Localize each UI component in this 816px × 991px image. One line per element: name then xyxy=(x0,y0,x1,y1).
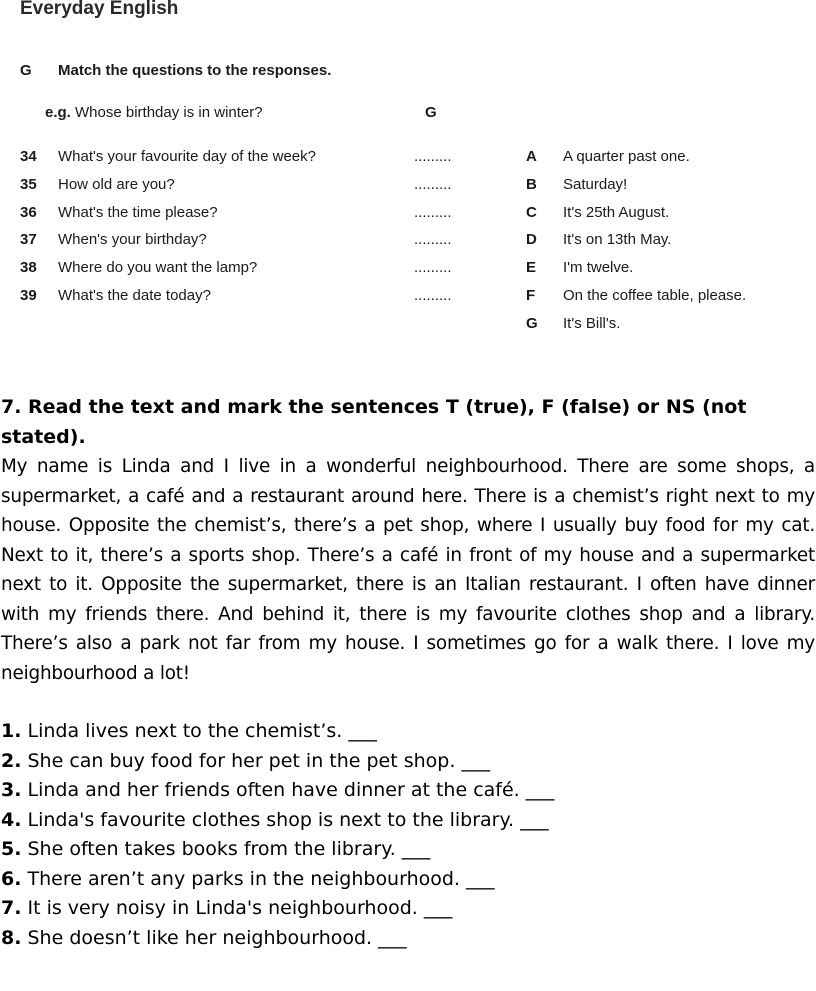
statement-item xyxy=(1,806,815,836)
statement-number: 8. xyxy=(1,926,22,949)
response-row xyxy=(0,287,816,311)
statement-text: She often takes books from the library. ___ xyxy=(27,838,431,860)
statement-text: It is very noisy in Linda's neighbourhood. ___ xyxy=(27,897,453,919)
question-number: 38 xyxy=(20,259,37,276)
statement-text: Linda lives next to the chemist’s. ___ xyxy=(27,720,377,742)
response-row xyxy=(0,204,816,228)
response-text: On the coffee table, please. xyxy=(563,287,747,304)
response-letter: F xyxy=(526,287,536,304)
statement-item xyxy=(1,924,815,954)
response-text: It's Bill's. xyxy=(563,315,621,332)
statement-list xyxy=(1,717,815,953)
question-number: 35 xyxy=(20,176,37,193)
response-row xyxy=(0,231,816,255)
answer-blank[interactable]: ......... xyxy=(414,259,452,276)
response-row xyxy=(0,148,816,172)
statement-item xyxy=(1,776,815,806)
response-row xyxy=(0,176,816,200)
question-number: 36 xyxy=(20,204,37,221)
page-title: Everyday English xyxy=(20,0,179,19)
question-number: 37 xyxy=(20,231,37,248)
question-text: When's your birthday? xyxy=(58,231,207,248)
question-text: What's the time please? xyxy=(58,204,218,221)
section-g-letter: G xyxy=(20,62,32,79)
response-row xyxy=(0,315,816,339)
question-text: What's your favourite day of the week? xyxy=(58,148,316,165)
reading-section xyxy=(1,393,815,953)
statement-number: 3. xyxy=(1,779,22,801)
question-text: How old are you? xyxy=(58,176,175,193)
response-text: It's on 13th May. xyxy=(563,231,672,248)
response-text: Saturday! xyxy=(563,176,628,193)
statement-text: She can buy food for her pet in the pet shop. ___ xyxy=(27,749,490,772)
section-g-instruction: Match the questions to the responses. xyxy=(58,62,332,79)
example-line xyxy=(45,104,263,121)
statement-text: She doesn’t like her neighbourhood. ___ xyxy=(27,926,407,949)
response-letter: B xyxy=(526,176,537,193)
response-row xyxy=(0,259,816,283)
response-letter: G xyxy=(526,315,538,332)
reading-passage: My name is Linda and I live in a wonderful neighbourhood. There are some shops, a supermarket, a café and a restaurant around here. There is a chemist’s right next to my house. Opposite the chemist’s, there’s a pet shop, where I usually buy food for my cat. Next to it, there’s a sports shop. There’s a café in front of my house and a supermarket next to it. Opposite the supermarket, there is an Italian restaurant. I often have dinner with my friends there. And behind it, there is my favourite clothes shop and a library. There’s also a park not far from my house. I sometimes go for a walk there. I love my neighbourhood a lot! xyxy=(1,456,815,684)
answer-blank[interactable]: ......... xyxy=(414,231,452,248)
response-text: It's 25th August. xyxy=(563,204,670,221)
statement-number: 1. xyxy=(1,720,22,742)
statement-text: Linda's favourite clothes shop is next to the library. ___ xyxy=(27,808,549,831)
example-answer: G xyxy=(425,104,437,121)
statement-number: 5. xyxy=(1,838,22,860)
statement-item xyxy=(1,835,815,865)
statement-number: 2. xyxy=(1,749,22,772)
answer-blank[interactable]: ......... xyxy=(414,287,452,304)
statement-text: There aren’t any parks in the neighbourhood. ___ xyxy=(27,867,495,890)
statement-number: 6. xyxy=(1,867,22,890)
question-number: 34 xyxy=(20,148,37,165)
statement-number: 7. xyxy=(1,897,22,919)
response-letter: D xyxy=(526,231,537,248)
statement-item xyxy=(1,747,815,777)
question-text: Where do you want the lamp? xyxy=(58,259,258,276)
reading-heading: 7. Read the text and mark the sentences T (true), F (false) or NS (not stated). xyxy=(1,396,747,448)
response-letter: E xyxy=(526,259,537,276)
example-question: Whose birthday is in winter? xyxy=(75,104,263,121)
question-number: 39 xyxy=(20,287,37,304)
response-letter: C xyxy=(526,204,537,221)
statement-item xyxy=(1,894,815,924)
statement-text: Linda and her friends often have dinner at the café. ___ xyxy=(27,779,555,801)
statement-item xyxy=(1,717,815,747)
statement-number: 4. xyxy=(1,808,22,831)
answer-blank[interactable]: ......... xyxy=(414,204,452,221)
answer-blank[interactable]: ......... xyxy=(414,176,452,193)
response-letter: A xyxy=(526,148,537,165)
response-text: A quarter past one. xyxy=(563,148,690,165)
answer-blank[interactable]: ......... xyxy=(414,148,452,165)
example-label: e.g. xyxy=(45,104,71,121)
response-text: I'm twelve. xyxy=(563,259,634,276)
statement-item xyxy=(1,865,815,895)
question-text: What's the date today? xyxy=(58,287,211,304)
